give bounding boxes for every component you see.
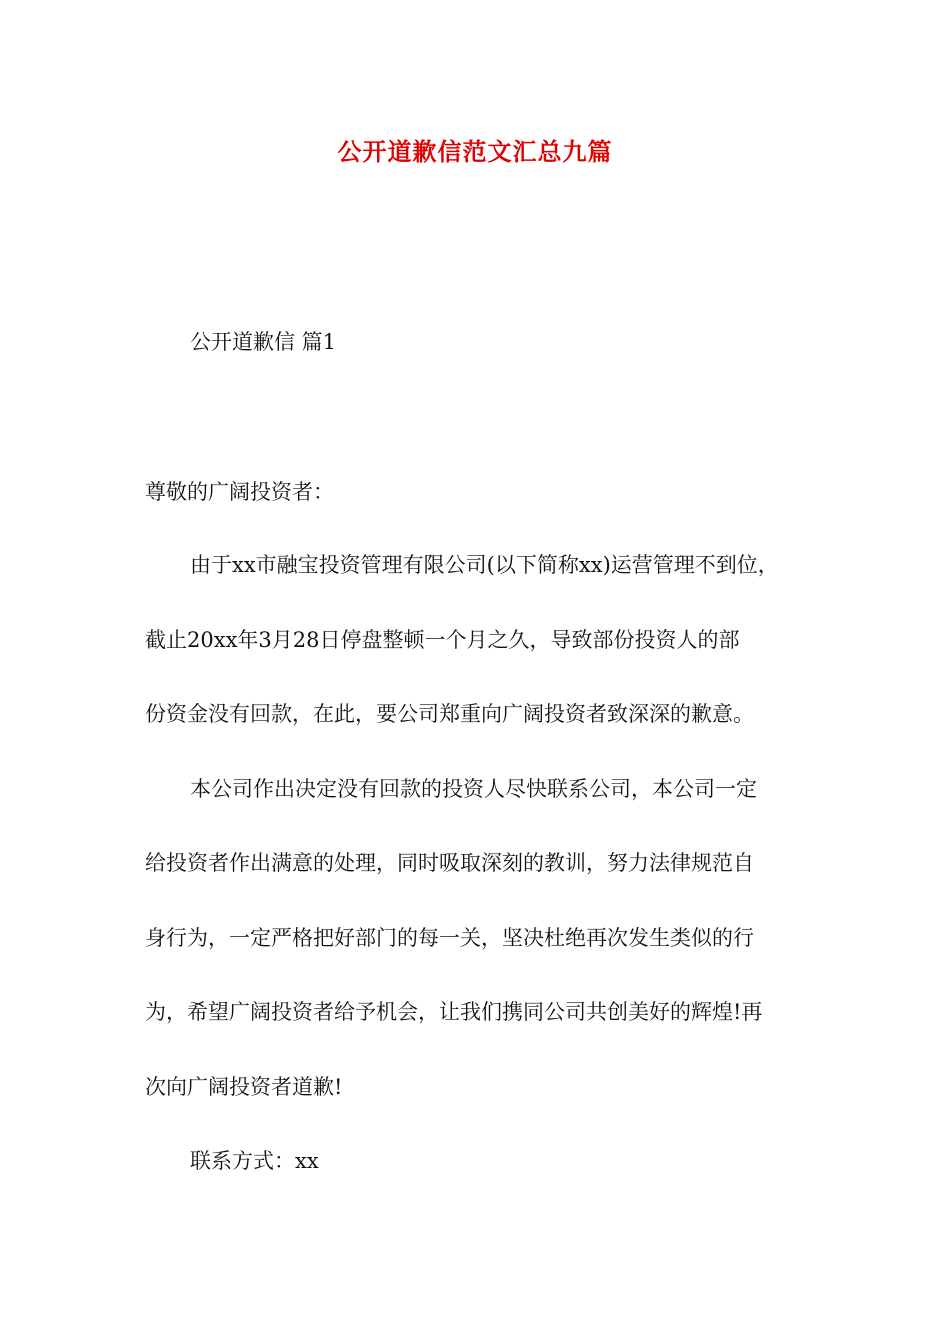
paragraph2-line3: 身行为，一定严格把好部门的每一关，坚决杜绝再次发生类似的行 [145,926,754,950]
paragraph2-line5: 次向广阔投资者道歉! [145,1075,343,1099]
contact-line: 联系方式：xx [190,1149,319,1173]
salutation: 尊敬的广阔投资者： [145,480,334,504]
paragraph1-line1: 由于xx市融宝投资管理有限公司(以下简称xx)运营管理不到位， [190,553,779,577]
paragraph1-line2: 截止20xx年3月28日停盘整顿一个月之久，导致部份投资人的部 [145,628,740,652]
paragraph2-line4: 为，希望广阔投资者给予机会，让我们携同公司共创美好的辉煌!再 [145,1000,763,1024]
paragraph2-line2: 给投资者作出满意的处理，同时吸取深刻的教训，努力法律规范自 [145,851,754,875]
paragraph2-line1: 本公司作出决定没有回款的投资人尽快联系公司，本公司一定 [190,777,757,801]
paragraph1-line3: 份资金没有回款，在此，要公司郑重向广阔投资者致深深的歉意。 [145,702,754,726]
document-title: 公开道歉信范文汇总九篇 [337,137,613,166]
section-heading: 公开道歉信 篇1 [190,330,337,354]
